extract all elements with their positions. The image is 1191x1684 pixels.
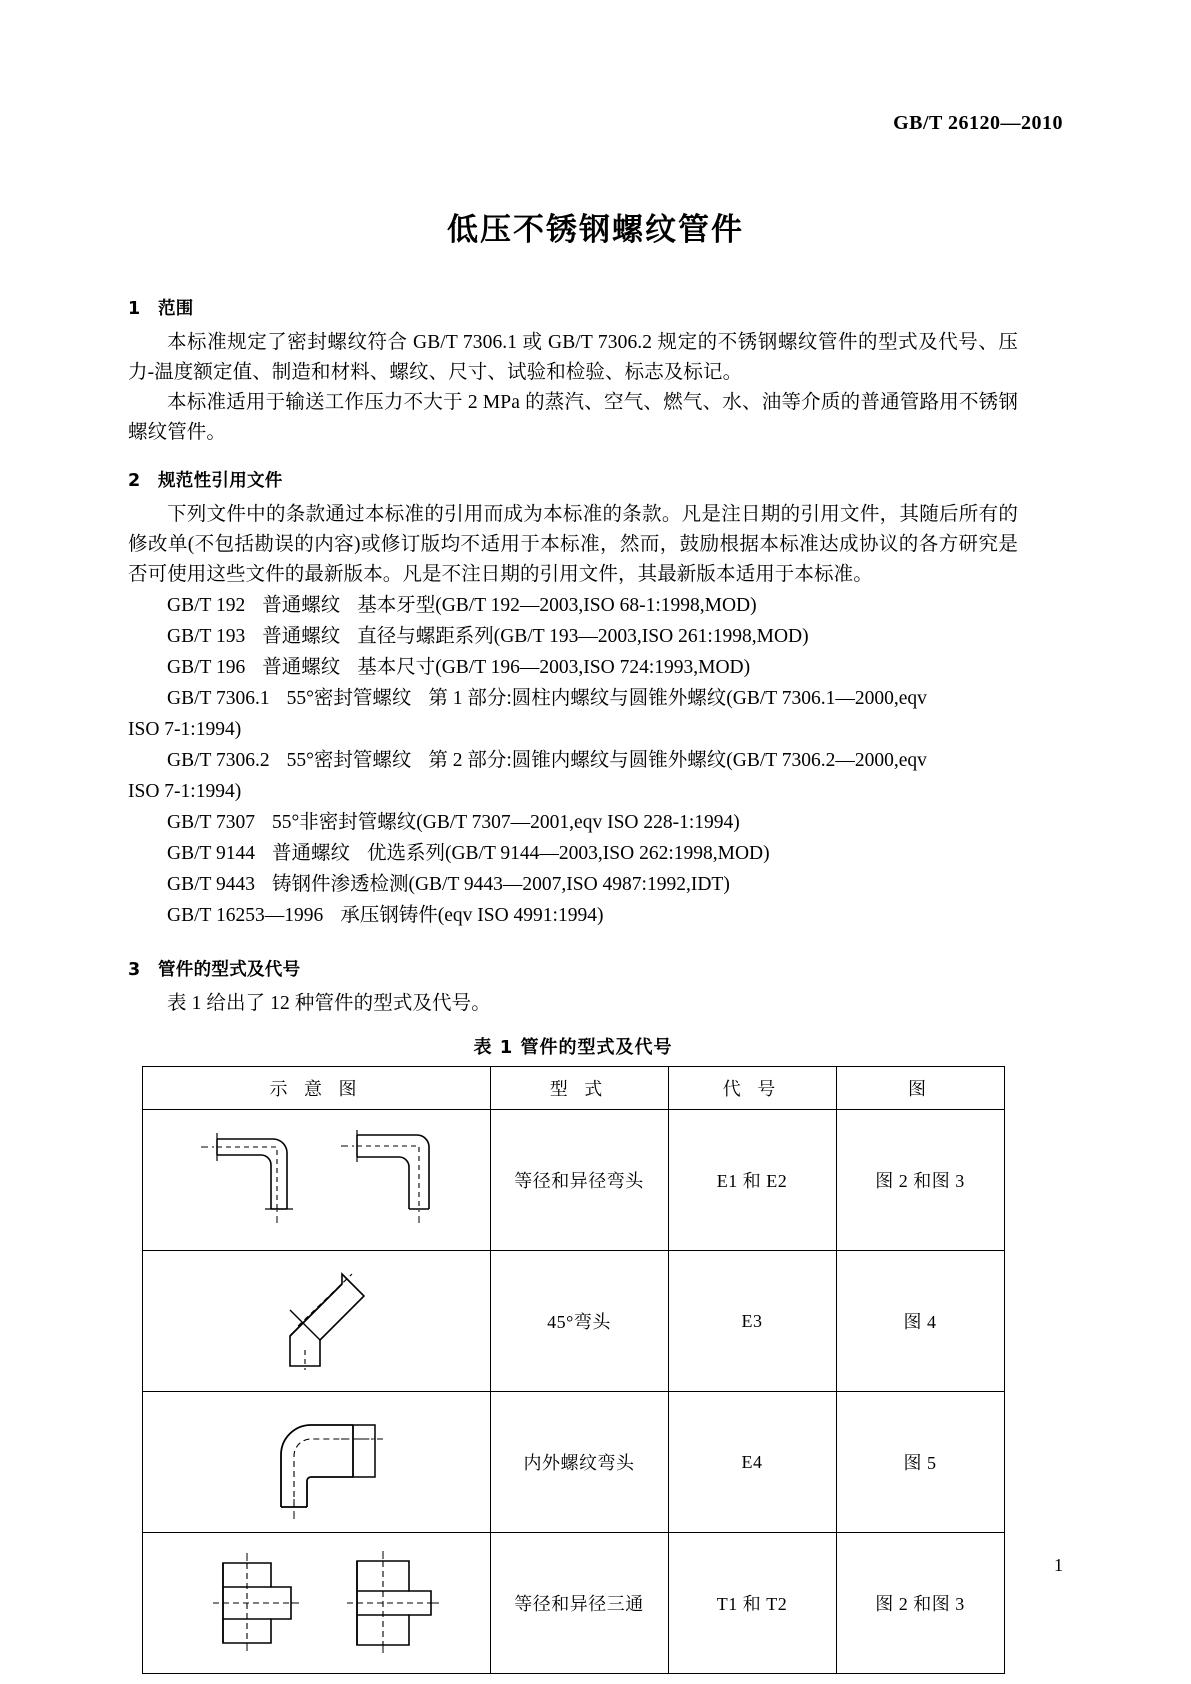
reference-name: 普通螺纹 xyxy=(262,626,341,647)
reference-name: 55°非密封管螺纹(GB/T 7307—2001,eqv ISO 228-1:1994) xyxy=(271,812,740,833)
reference-code: GB/T 9144 xyxy=(167,843,255,864)
sketch-cell-elbow-45 xyxy=(142,1251,490,1392)
section-2-title: 规范性引用文件 xyxy=(158,471,283,491)
reference-code: GB/T 196 xyxy=(167,657,246,678)
section-1-heading xyxy=(128,295,1018,320)
reference-code: GB/T 7306.2 xyxy=(167,750,270,771)
section-2-number: 2 xyxy=(128,471,141,491)
fitting-figure: 图 2 和图 3 xyxy=(836,1110,1004,1251)
reference-name: 普通螺纹 xyxy=(262,595,341,616)
reference-continuation: ISO 7-1:1994) xyxy=(128,719,242,740)
page-number: 1 xyxy=(1054,1555,1063,1575)
reference-name: 承压钢铸件(eqv ISO 4991:1994) xyxy=(340,905,604,926)
reference-subject: 优选系列(GB/T 9144—2003,ISO 262:1998,MOD) xyxy=(366,843,770,864)
page-title: 低压不锈钢螺纹管件 xyxy=(447,212,744,248)
reference-code: GB/T 193 xyxy=(167,626,246,647)
sketch-cell-street-elbow xyxy=(142,1392,490,1533)
section-1-number: 1 xyxy=(128,299,141,319)
section-1-title: 范围 xyxy=(158,299,194,319)
fitting-type: 45°弯头 xyxy=(490,1251,668,1392)
document-body xyxy=(128,295,1018,1674)
reference-item xyxy=(128,900,1018,931)
reference-item xyxy=(128,869,1018,900)
reference-code: GB/T 7306.1 xyxy=(167,688,270,709)
table-row xyxy=(142,1110,1004,1251)
fitting-type: 内外螺纹弯头 xyxy=(490,1392,668,1533)
table-1-caption: 表 1 管件的型式及代号 xyxy=(473,1037,673,1058)
street-elbow-icon xyxy=(241,1403,391,1521)
reference-name: 普通螺纹 xyxy=(262,657,341,678)
section-3-heading xyxy=(128,956,1018,981)
fitting-type: 等径和异径三通 xyxy=(490,1533,668,1674)
reference-subject: 基本牙型(GB/T 192—2003,ISO 68-1:1998,MOD) xyxy=(357,595,757,616)
elbow-reducing-icon xyxy=(329,1125,445,1235)
table-row xyxy=(142,1533,1004,1674)
tee-reducing-icon xyxy=(329,1547,441,1659)
section-3-paragraph-1: 表 1 给出了 12 种管件的型式及代号。 xyxy=(167,993,491,1014)
elbow-45-icon xyxy=(246,1262,386,1380)
reference-item xyxy=(128,652,1018,683)
reference-name: 55°密封管螺纹 xyxy=(286,750,412,771)
reference-code: GB/T 7307 xyxy=(167,812,255,833)
section-1-paragraph-1: 本标准规定了密封螺纹符合 GB/T 7306.1 或 GB/T 7306.2 规定的不锈钢螺纹管件的型式及代号、压力-温度额定值、制造和材料、螺纹、尺寸、试验和检验、标志及标记。 xyxy=(128,332,1018,383)
fitting-type-table xyxy=(142,1066,1005,1674)
table-row xyxy=(142,1392,1004,1533)
reference-code: GB/T 192 xyxy=(167,595,246,616)
elbow-equal-icon xyxy=(187,1125,303,1235)
fitting-figure: 图 2 和图 3 xyxy=(836,1533,1004,1674)
column-header-code: 代 号 xyxy=(668,1067,836,1110)
column-header-type: 型 式 xyxy=(490,1067,668,1110)
table-header-row xyxy=(142,1067,1004,1110)
section-2-paragraph-1: 下列文件中的条款通过本标准的引用而成为本标准的条款。凡是注日期的引用文件，其随后所有的修改单(不包括勘误的内容)或修订版均不适用于本标准，然而，鼓励根据本标准达成协议的各方研究是否可使用这些文件的最新版本。凡是不注日期的引用文件，其最新版本适用于本标准。 xyxy=(128,504,1018,585)
fitting-code: E1 和 E2 xyxy=(668,1110,836,1251)
section-1-paragraph-2: 本标准适用于输送工作压力不大于 2 MPa 的蒸汽、空气、燃气、水、油等介质的普通管路用不锈钢螺纹管件。 xyxy=(128,392,1018,443)
reference-code: GB/T 9443 xyxy=(167,874,255,895)
reference-item xyxy=(128,683,1018,714)
fitting-type: 等径和异径弯头 xyxy=(490,1110,668,1251)
sketch-cell-elbow-pair xyxy=(142,1110,490,1251)
tee-equal-icon xyxy=(191,1547,303,1659)
fitting-figure: 图 4 xyxy=(836,1251,1004,1392)
sketch-cell-tee-pair xyxy=(142,1533,490,1674)
reference-name: 铸钢件渗透检测(GB/T 9443—2007,ISO 4987:1992,IDT) xyxy=(271,874,730,895)
reference-code: GB/T 16253—1996 xyxy=(167,905,324,926)
reference-item xyxy=(128,807,1018,838)
standard-number: GB/T 26120—2010 xyxy=(893,112,1063,134)
reference-subject: 第 2 部分:圆锥内螺纹与圆锥外螺纹(GB/T 7306.2—2000,eqv xyxy=(428,750,927,771)
reference-subject: 直径与螺距系列(GB/T 193—2003,ISO 261:1998,MOD) xyxy=(357,626,809,647)
reference-item xyxy=(128,590,1018,621)
fitting-code: T1 和 T2 xyxy=(668,1533,836,1674)
section-3-number: 3 xyxy=(128,960,141,980)
reference-item xyxy=(128,745,1018,776)
reference-subject: 基本尺寸(GB/T 196—2003,ISO 724:1993,MOD) xyxy=(357,657,751,678)
reference-name: 普通螺纹 xyxy=(271,843,350,864)
reference-name: 55°密封管螺纹 xyxy=(286,688,412,709)
column-header-sketch: 示 意 图 xyxy=(142,1067,490,1110)
fitting-code: E4 xyxy=(668,1392,836,1533)
section-2-heading xyxy=(128,467,1018,492)
reference-subject: 第 1 部分:圆柱内螺纹与圆锥外螺纹(GB/T 7306.1—2000,eqv xyxy=(428,688,927,709)
fitting-code: E3 xyxy=(668,1251,836,1392)
reference-item xyxy=(128,838,1018,869)
section-3-title: 管件的型式及代号 xyxy=(158,960,301,980)
reference-item xyxy=(128,621,1018,652)
reference-continuation: ISO 7-1:1994) xyxy=(128,781,242,802)
fitting-figure: 图 5 xyxy=(836,1392,1004,1533)
table-row xyxy=(142,1251,1004,1392)
column-header-figure: 图 xyxy=(836,1067,1004,1110)
